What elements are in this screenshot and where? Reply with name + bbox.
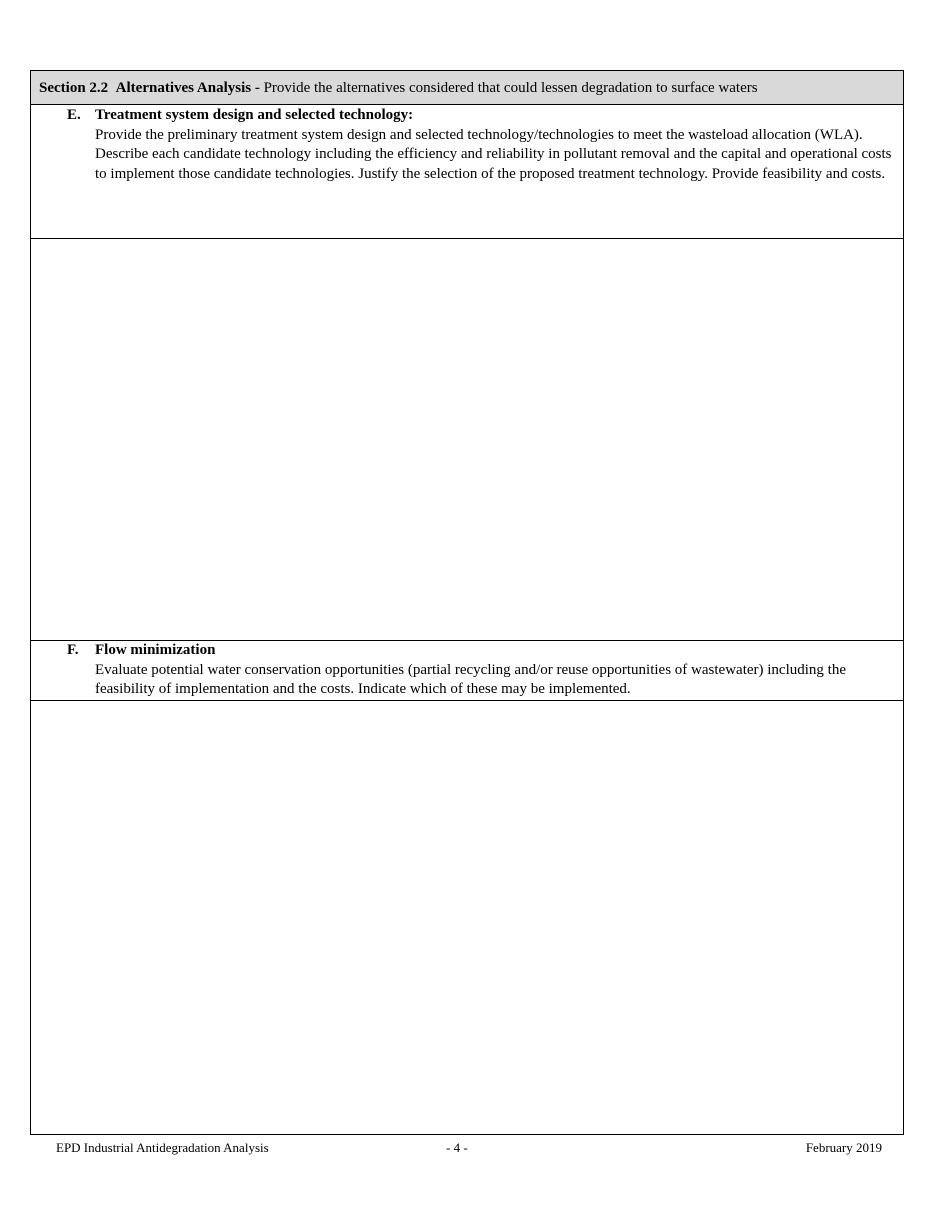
item-f-body (95, 641, 895, 700)
footer-date: February 2019 (805, 1140, 882, 1155)
item-e-prompt (31, 106, 903, 239)
footer-page-number: - 4 - (446, 1140, 468, 1155)
item-f-letter: F. (67, 642, 79, 658)
form-table (30, 70, 904, 1135)
section-title: Alternatives Analysis - (115, 80, 260, 96)
item-f-prompt (31, 640, 903, 701)
item-e-answer-area[interactable] (31, 239, 903, 675)
section-header (31, 71, 903, 105)
item-e-title: Treatment system design and selected technology: (95, 107, 414, 123)
item-f-answer-area[interactable] (31, 701, 903, 1134)
page-footer (30, 1140, 904, 1158)
section-label: Section 2.2 (39, 80, 109, 96)
item-e-body (95, 106, 895, 184)
item-e-description: Provide the preliminary treatment system design and selected technology/technologies to meet the wasteload allocation (WLA). Describe each candidate technology including the efficiency and reliability in pollutant removal and the capital and operational costs to implement those candidate technologies. Justify the selection of the proposed treatment technology. Provide feasibility and costs. (95, 126, 892, 182)
item-f-description: Evaluate potential water conservation opportunities (partial recycling and/or reuse opportunities of wastewater) including the feasibility of implementation and the costs. Indicate which of these may be implemented. (95, 661, 846, 697)
footer-document-title: EPD Industrial Antidegradation Analysis (56, 1140, 269, 1155)
item-e-letter: E. (67, 107, 81, 123)
item-f-title: Flow minimization (95, 642, 216, 658)
section-description: Provide the alternatives considered that could lessen degradation to surface waters (263, 80, 758, 96)
